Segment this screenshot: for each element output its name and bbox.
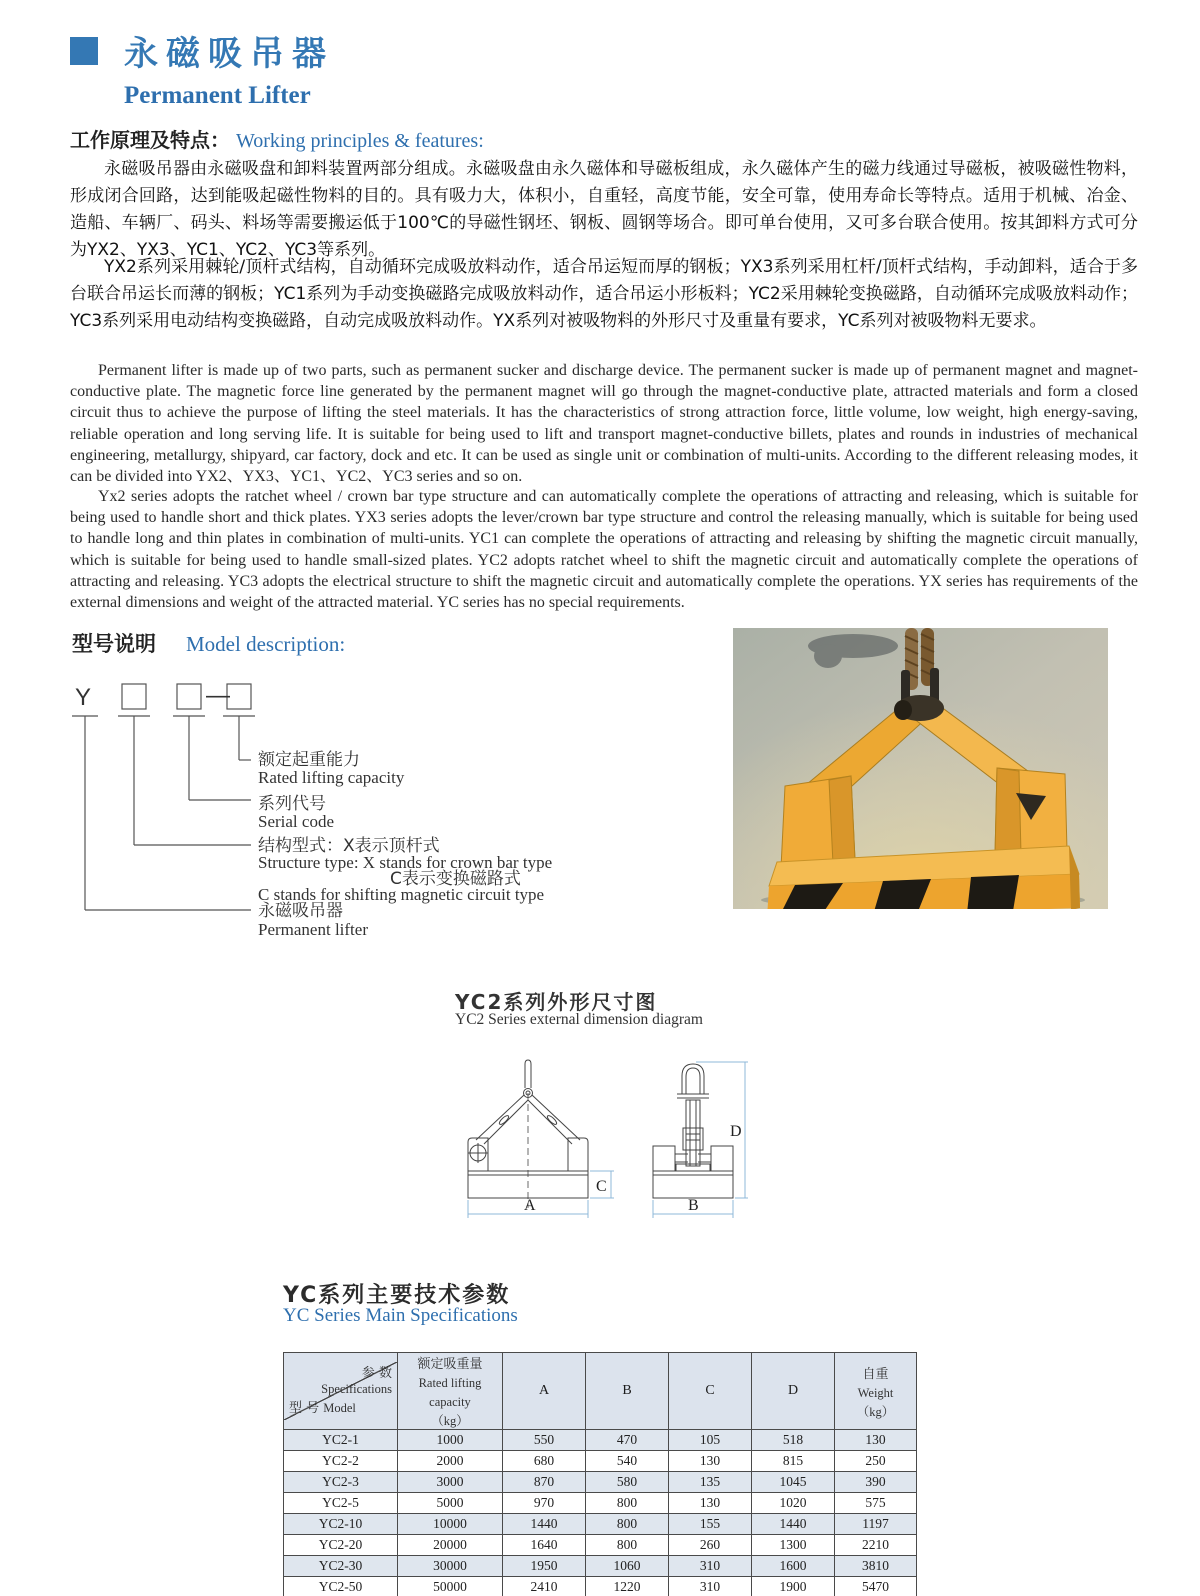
dimension-drawings-svg — [448, 1038, 760, 1228]
model-code-diagram — [70, 672, 670, 940]
cell-b: 800 — [586, 1535, 669, 1556]
model-heading-zh: 型号说明 — [72, 632, 156, 656]
paragraph-en-1: Permanent lifter is made up of two parts, such as permanent sucker and discharge device. The permanent sucker is made up of permanent magnet and magnet-conductive plate. The magnetic force line generated by the permanent magnet will go through the magnet-conductive plate, attracted materials and form a closed circuit thus to achieve the purpose of lifting the steel materials. It has the characteristics of strong attraction force, little volume, low weight, high energy-saving, reliable operation and long serving life. It is suitable for being used to lift and transport magnet-conductive billets, plates and rounds in industries of mechanical engineering, metallurgy, shipyard, car factory, dock and etc. It can be used as single unit or combination of multi-units. According to the different releasing modes, it can be divided into YX2、YX3、YC1、YC2、YC3 series and so on. — [70, 362, 1138, 486]
label-serial-en: Serial code — [258, 812, 334, 831]
cell-a: 1440 — [503, 1514, 586, 1535]
corner-model-zh: 型 号 — [289, 1401, 324, 1416]
cell-b: 580 — [586, 1472, 669, 1493]
code-letter-y: Y — [75, 684, 92, 711]
working-heading-zh: 工作原理及特点： — [70, 128, 230, 152]
cell-c: 135 — [669, 1472, 752, 1493]
cell-c: 130 — [669, 1493, 752, 1514]
cell-weight: 130 — [835, 1430, 917, 1451]
cell-a: 1950 — [503, 1556, 586, 1577]
dimension-drawings — [448, 1038, 760, 1228]
cell-model: YC2-20 — [284, 1535, 398, 1556]
cell-weight: 390 — [835, 1472, 917, 1493]
label-structure-en: Structure type: X stands for crown bar type — [258, 853, 553, 872]
cell-c: 260 — [669, 1535, 752, 1556]
dimension-lines-left — [468, 1171, 614, 1218]
corner-param-en: Specifications — [321, 1382, 392, 1396]
cell-capacity: 1000 — [398, 1430, 503, 1451]
corner-model-en: Model — [323, 1401, 356, 1415]
cell-a: 1640 — [503, 1535, 586, 1556]
spec-table — [283, 1352, 917, 1596]
code-box-capacity — [227, 684, 251, 709]
cell-d: 1600 — [752, 1556, 835, 1577]
working-heading-en: Working principles & features: — [236, 130, 484, 152]
corner-param-zh: 参 数 — [361, 1366, 392, 1381]
cell-a: 550 — [503, 1430, 586, 1451]
code-box-structure — [122, 684, 146, 709]
table-row — [284, 1430, 917, 1451]
table-row — [284, 1577, 917, 1596]
code-dash: — — [206, 682, 230, 709]
spec-table-header-row — [284, 1353, 917, 1430]
model-code-diagram-svg — [70, 672, 670, 940]
capacity-header-en: Rated lifting capacity — [418, 1376, 482, 1409]
cell-d: 1300 — [752, 1535, 835, 1556]
label-lifter-en: Permanent lifter — [258, 920, 368, 939]
table-row — [284, 1556, 917, 1577]
cell-capacity: 3000 — [398, 1472, 503, 1493]
cell-d: 1900 — [752, 1577, 835, 1596]
cell-capacity: 2000 — [398, 1451, 503, 1472]
cell-b: 470 — [586, 1430, 669, 1451]
weight-header-en: Weight — [857, 1385, 894, 1400]
cell-model: YC2-10 — [284, 1514, 398, 1535]
model-description-heading — [72, 628, 345, 658]
spec-heading-zh: YC系列主要技术参数 — [283, 1283, 511, 1308]
cell-weight: 5470 — [835, 1577, 917, 1596]
cell-c: 310 — [669, 1556, 752, 1577]
cell-model: YC2-1 — [284, 1430, 398, 1451]
paragraph-en-2: Yx2 series adopts the ratchet wheel / crown bar type structure and can automatically complete the operations of attracting and releasing, which is suitable for being used to handle short and thick plates. YX3 series adopts the lever/crown bar type structure and control the releasing manually, which is suitable for being used to handle long and thin plates in combination of multi-units. YC1 can complete the operations of attracting and releasing by shifting the magnetic circuit manually, which is suitable for being used to handle small-sized plates. YC2 adopts ratchet wheel to shift the magnetic circuit and automatically complete the operations of attracting and releasing. YC3 adopts the electrical structure to shift the magnetic circuit and automatically complete the operations. YX series has requirements of the external dimensions and weight of the attracted material. YC series has no special requirements. — [70, 488, 1138, 612]
cell-model: YC2-50 — [284, 1577, 398, 1596]
page-title: 永磁吸吊器 — [124, 34, 334, 74]
label-lifter-zh: 永磁吸吊器 — [258, 901, 343, 921]
cell-b: 540 — [586, 1451, 669, 1472]
table-row — [284, 1535, 917, 1556]
cell-c: 105 — [669, 1430, 752, 1451]
table-row — [284, 1472, 917, 1493]
label-capacity-zh: 额定起重能力 — [258, 750, 360, 770]
cell-c: 130 — [669, 1451, 752, 1472]
cell-b: 800 — [586, 1514, 669, 1535]
cell-weight: 2210 — [835, 1535, 917, 1556]
lifter-photo-illustration — [733, 628, 1108, 909]
cell-b: 1060 — [586, 1556, 669, 1577]
dim-letter-a: A — [524, 1197, 536, 1214]
working-principles-heading — [70, 124, 484, 153]
col-header-a: A — [503, 1353, 586, 1430]
table-corner-cell — [284, 1362, 397, 1420]
product-photo — [733, 628, 1108, 909]
label-capacity-en: Rated lifting capacity — [258, 768, 405, 787]
label-serial-zh: 系列代号 — [258, 794, 326, 814]
dim-diagram-heading-en: YC2 Series external dimension diagram — [455, 1011, 703, 1028]
dim-letter-d: D — [730, 1123, 742, 1140]
cell-model: YC2-30 — [284, 1556, 398, 1577]
label-structure-zh: 结构型式：X表示顶杆式 — [258, 836, 440, 856]
cell-weight: 250 — [835, 1451, 917, 1472]
spec-heading-en: YC Series Main Specifications — [283, 1305, 518, 1326]
col-header-c: C — [669, 1353, 752, 1430]
cell-b: 800 — [586, 1493, 669, 1514]
table-row — [284, 1493, 917, 1514]
dim-letter-b: B — [688, 1197, 699, 1214]
label-structure-en2: C stands for shifting magnetic circuit type — [258, 885, 545, 904]
cell-model: YC2-2 — [284, 1451, 398, 1472]
cell-d: 518 — [752, 1430, 835, 1451]
cell-a: 680 — [503, 1451, 586, 1472]
col-header-b: B — [586, 1353, 669, 1430]
cell-model: YC2-5 — [284, 1493, 398, 1514]
cell-capacity: 20000 — [398, 1535, 503, 1556]
cell-d: 1020 — [752, 1493, 835, 1514]
cell-a: 970 — [503, 1493, 586, 1514]
code-box-serial — [177, 684, 201, 709]
side-view-drawing — [653, 1064, 733, 1198]
cell-d: 815 — [752, 1451, 835, 1472]
weight-header-zh: 自重 — [862, 1366, 889, 1382]
cell-a: 870 — [503, 1472, 586, 1493]
col-header-d: D — [752, 1353, 835, 1430]
label-structure-zh2: C表示变换磁路式 — [390, 869, 521, 889]
cell-capacity: 50000 — [398, 1577, 503, 1596]
col-header-weight — [835, 1353, 917, 1430]
capacity-header-unit: （kg） — [431, 1414, 469, 1428]
model-heading-en: Model description: — [186, 632, 346, 656]
capacity-header-zh: 额定吸重量 — [417, 1357, 483, 1372]
cell-capacity: 30000 — [398, 1556, 503, 1577]
cell-weight: 1197 — [835, 1514, 917, 1535]
page-subtitle: Permanent Lifter — [124, 82, 311, 109]
dim-letter-c: C — [596, 1178, 607, 1195]
cell-capacity: 5000 — [398, 1493, 503, 1514]
cell-c: 155 — [669, 1514, 752, 1535]
paragraph-zh-1: 永磁吸吊器由永磁吸盘和卸料装置两部分组成。永磁吸盘由永久磁体和导磁板组成，永久磁体产生的磁力线通过导磁板，被吸磁性物料，形成闭合回路，达到能吸起磁性物料的目的。具有吸力大，体积小，自重轻，高度节能，安全可靠，使用寿命长等特点。适用于机械、冶金、造船、车辆厂、码头、料场等需要搬运低于100℃的导磁性钢坯、钢板、圆钢等场合。即可单台使用，又可多台联合使用。按其卸料方式可分为YX2、YX3、YC1、YC2、YC3等系列。 — [70, 159, 1138, 260]
cell-d: 1045 — [752, 1472, 835, 1493]
cell-c: 310 — [669, 1577, 752, 1596]
cell-b: 1220 — [586, 1577, 669, 1596]
cell-weight: 3810 — [835, 1556, 917, 1577]
dim-diagram-heading-zh: YC2系列外形尺寸图 — [455, 990, 658, 1014]
cell-d: 1440 — [752, 1514, 835, 1535]
col-header-capacity — [398, 1353, 503, 1430]
cell-model: YC2-3 — [284, 1472, 398, 1493]
cell-weight: 575 — [835, 1493, 917, 1514]
title-bullet-square — [70, 37, 98, 65]
weight-header-unit: （kg） — [856, 1404, 895, 1419]
table-row — [284, 1451, 917, 1472]
paragraph-zh-2: YX2系列采用棘轮/顶杆式结构，自动循环完成吸放料动作，适合吊运短而厚的钢板；YX3系列采用杠杆/顶杆式结构，手动卸料，适合于多台联合吊运长而薄的钢板；YC1系列为手动变换磁路完成吸放料动作，适合吊运小形板料；YC2采用棘轮变换磁路，自动循环完成吸放料动作；YC3系列采用电动结构变换磁路，自动完成吸放料动作。YX系列对被吸物料的外形尺寸及重量有要求，YC系列对被吸物料无要求。 — [70, 257, 1138, 331]
cell-capacity: 10000 — [398, 1514, 503, 1535]
cell-a: 2410 — [503, 1577, 586, 1596]
table-row — [284, 1514, 917, 1535]
